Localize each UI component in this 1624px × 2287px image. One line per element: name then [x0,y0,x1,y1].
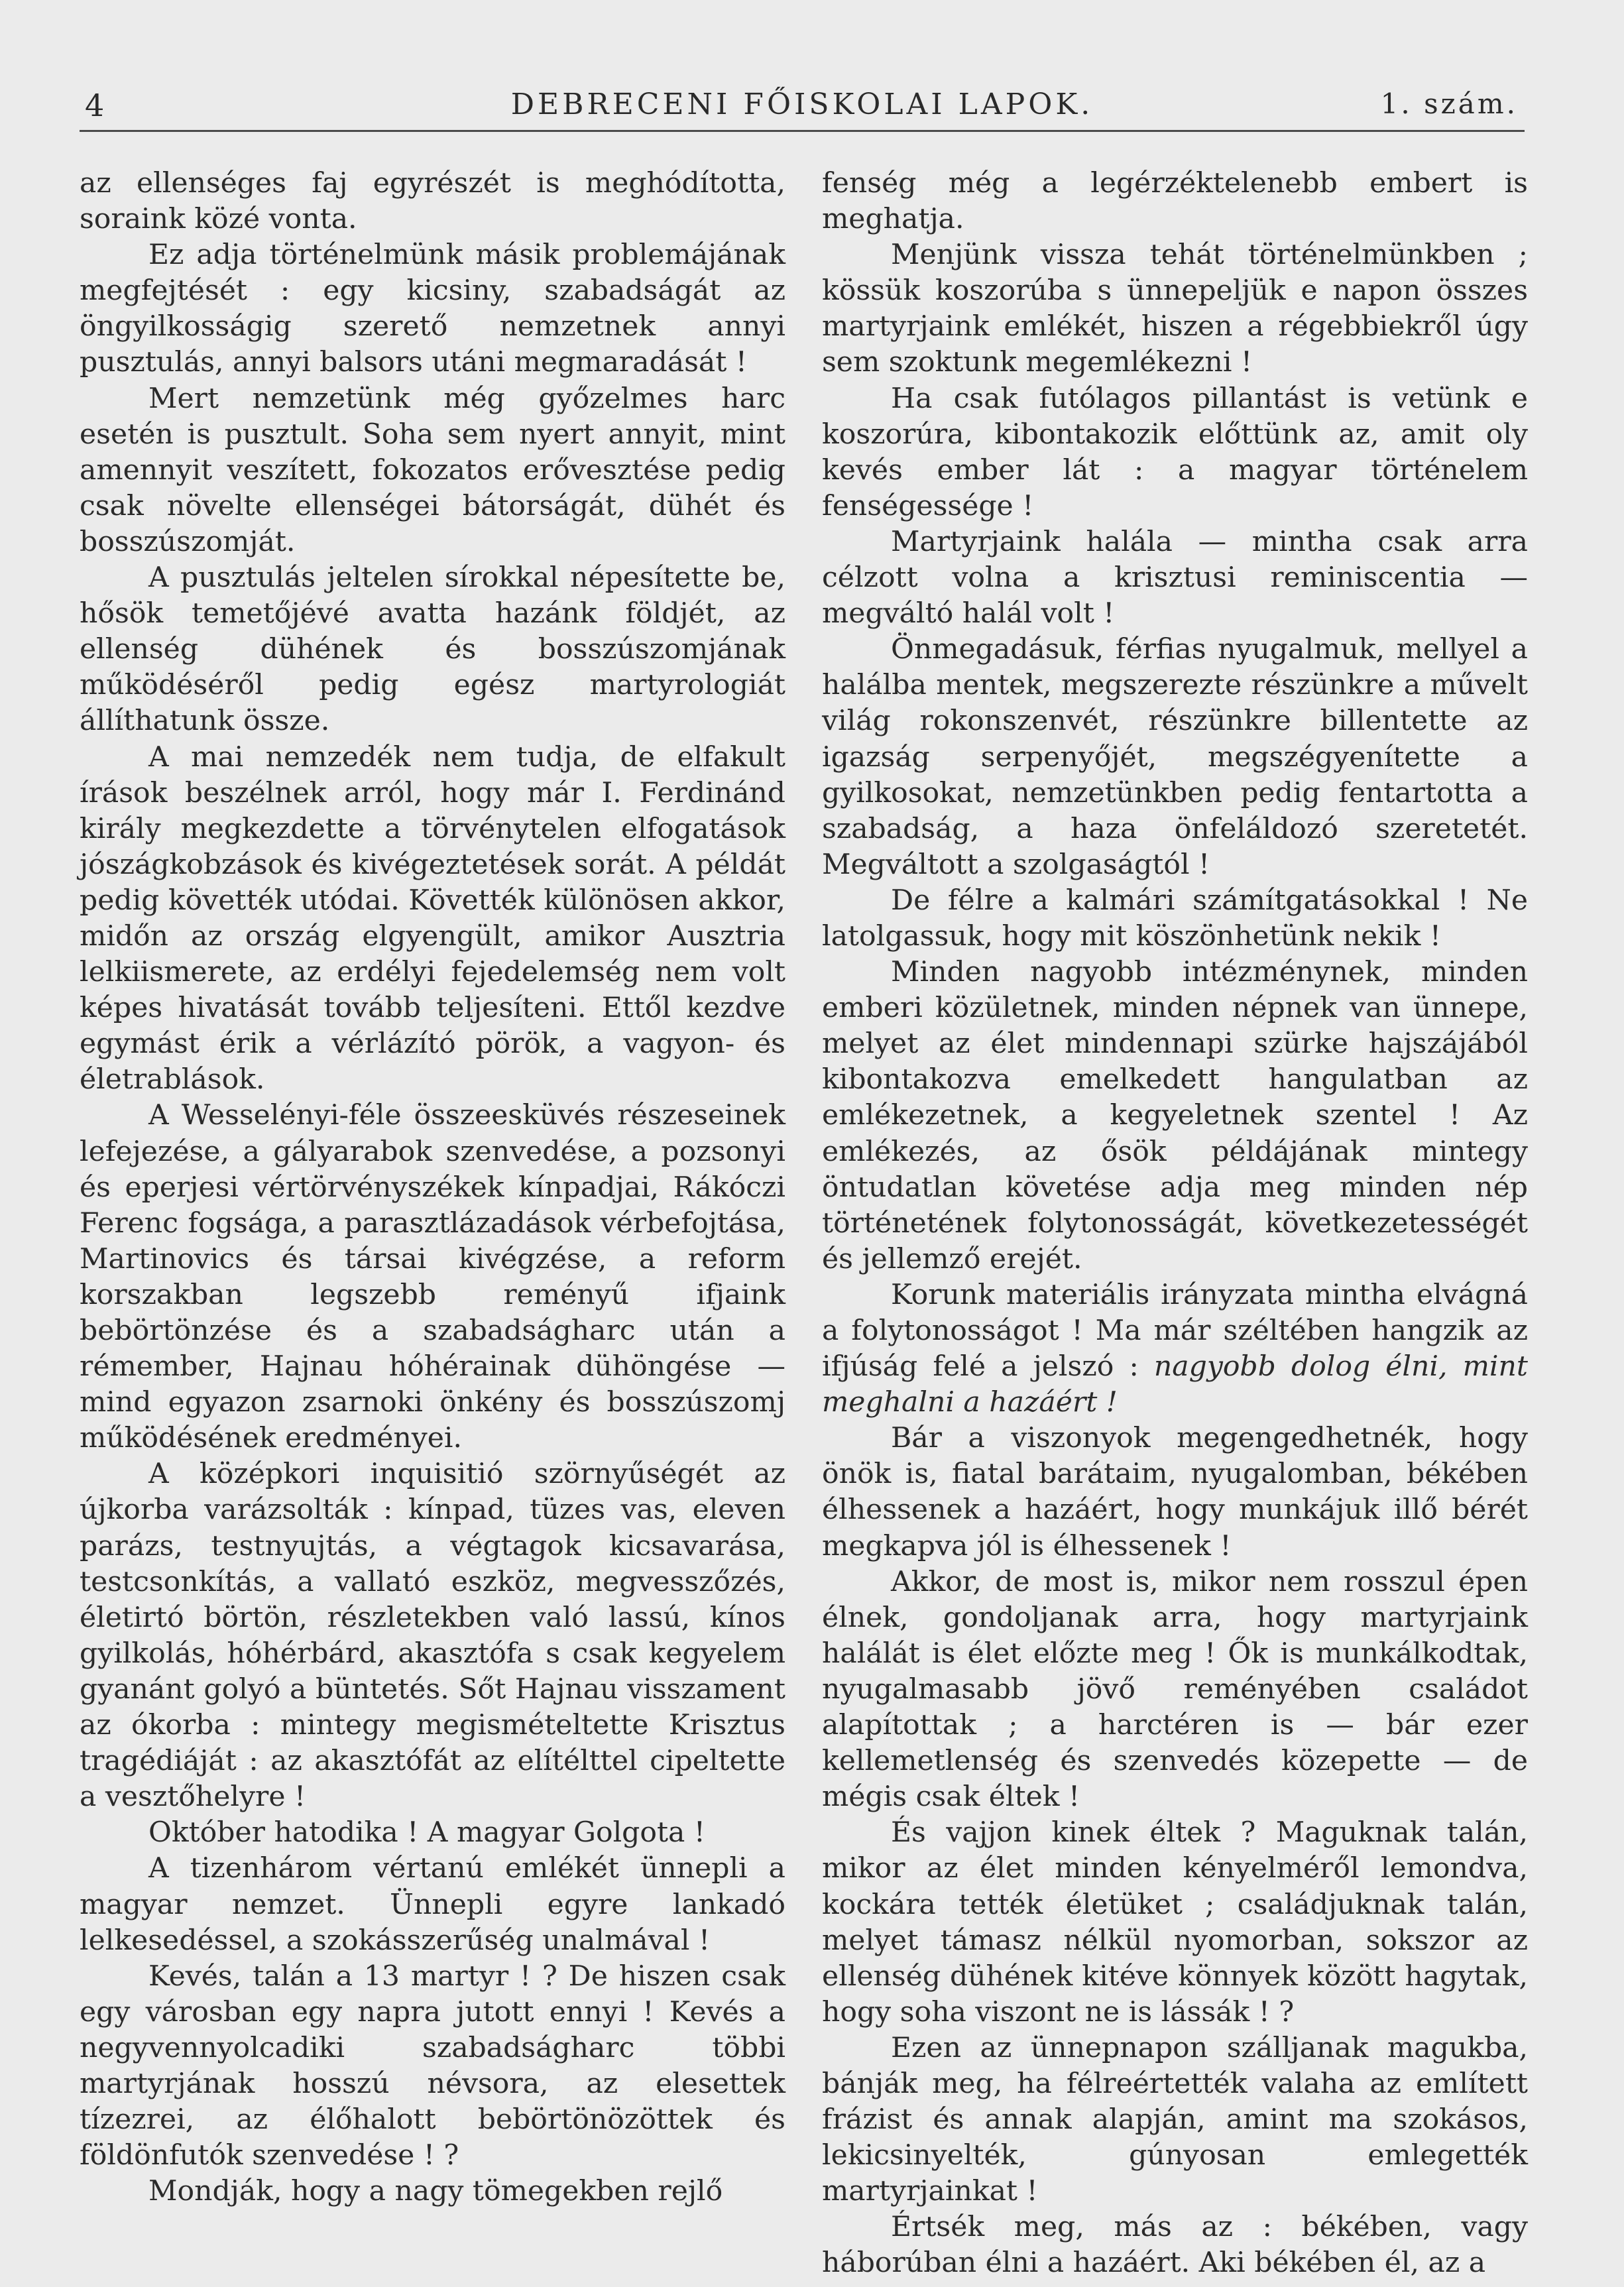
paragraph [80,2174,785,2209]
paragraph-text: Ezen az ünnepnapon szálljanak magukba, bánják meg, ha félreértették valaha az említett frázist és annak alapján, amint ma szokásos, lekicsinyelték, gúnyosan emlegették martyrjainkat ! [822,2031,1528,2208]
paragraph-text: Akkor, de most is, mikor nem rosszul épen élnek, gondoljanak arra, hogy martyrjaink halálát is élet előzte meg ! Ők is munkálkodtak, nyugalmasabb jövő reményében családot alapítottak ; a harctéren is — bár ezer kellemetlenség és szenvedés közepette — de mégis csak éltek ! [822,1565,1528,1814]
paragraph [822,381,1528,524]
paragraph-text: Bár a viszonyok megengedhetnék, hogy önök is, fiatal barátaim, nyugalomban, békében élhessenek a hazáért, hogy munkájuk illő bérét megkapva jól is élhessenek ! [822,1422,1528,1562]
page-header [80,88,1525,131]
paragraph [822,237,1528,381]
paragraph [822,524,1528,632]
paragraph [822,2030,1528,2209]
paragraph [822,1815,1528,2030]
paragraph-text: Mert nemzetünk még győzelmes harc esetén is pusztult. Soha sem nyert annyit, mint amennyit veszített, fokozatos erővesztése pedig csak növelte ellenségei bátorságát, dühét és bosszúszomját. [80,382,785,558]
paragraph-text: fenség még a legérzéktelenebb embert is meghatja. [822,167,1528,236]
paragraph [80,1851,785,1958]
italic-quote: nagyobb dolog élni, mint meghalni a hazáért ! [822,1350,1528,1419]
paragraph [822,1564,1528,1816]
right-column [822,166,1528,2282]
paragraph-text: Értsék meg, más az : békében, vagy háborúban élni a hazáért. Aki békében él, az a [822,2211,1528,2280]
paragraph [822,1421,1528,1564]
page-number: 4 [85,88,106,123]
paragraph [80,560,785,739]
paragraph-text: A tizenhárom vértanú emlékét ünnepli a magyar nemzet. Ünnepli egyre lankadó lelkesedéssel, a szokásszerűség unalmával ! [80,1852,785,1957]
paragraph-text: Korunk materiális irányzata mintha elvágná a folytonosságot ! Ma már széltében hangzik az ifjúság felé a jelszó : [822,1278,1528,1383]
paragraph-text: Önmegadásuk, férfias nyugalmuk, mellyel a halálba mentek, megszerezte részünkre a művelt világ rokonszenvét, részünkre billentette az igazság serpenyőjét, megszégyenítette a gyilkosokat, nemzetünkben pedig fentartotta a szabadság, a haza önfeláldozó szeretetét. Megváltott a szolgaságtól ! [822,633,1528,881]
paragraph-text: A középkori inquisitió szörnyűségét az újkorba varázsolták : kínpad, tüzes vas, eleven parázs, testnyujtás, a végtagok kicsavarása, testcsonkítás, a vallató eszköz, megvesszőzés, életirtó börtön, részletekben való lassú, kínos gyilkolás, hóhérbárd, akasztófa s csak kegyelem gyanánt golyó a büntetés. Sőt Hajnau visszament az ókorba : mintegy megismételtette Krisztus tragédiáját : az akasztófát az elítélttel cipeltette a vesztőhelyre ! [80,1458,785,1814]
paragraph [822,1277,1528,1421]
paragraph-text: Ha csak futólagos pillantást is vetünk e koszorúra, kibontakozik előttünk az, amit oly kevés ember lát : a magyar történelem fenségessége ! [822,382,1528,522]
paragraph-text: Mondják, hogy a nagy tömegekben rejlő [148,2175,723,2208]
paragraph-text: A Wesselényi-féle összeesküvés részeseinek lefejezése, a gályarabok szenvedése, a pozsonyi és eperjesi vértörvényszékek kínpadjai, Rákóczi Ferenc fogsága, a parasztlázadások vérbefojtása, Martinovics és társai kivégzése, a reform korszakban legszebb reményű ifjaink bebörtönzése és a szabadságharc után a rémember, Hajnau hóhérainak dühöngése — mind egyazon zsarnoki önkény és bosszúszomj működésének eredményei. [80,1099,785,1455]
paragraph-text: Ez adja történelmünk másik problemájának megfejtését : egy kicsiny, szabadságát az öngyilkosságig szerető nemzetnek annyi pusztulás, annyi balsors utáni megmaradását ! [80,239,785,379]
paragraph-text: Menjünk vissza tehát történelmünkben ; kössük koszorúba s ünnepeljük e napon összes martyrjaink emlékét, hiszen a régebbiekről úgy sem szoktunk megemlékezni ! [822,239,1528,379]
paragraph-text: A mai nemzedék nem tudja, de elfakult írások beszélnek arról, hogy már I. Ferdinánd király megkezdette a törvénytelen elfogatások jószágkobzások és kivégeztetések sorát. A példát pedig követték utódai. Követték különösen akkor, midőn az ország elgyengült, amikor Ausztria lelkiismerete, az erdélyi fejedelemség nem volt képes hivatását tovább teljesíteni. Ettől kezdve egymást érik a vérlázító pörök, a vagyon- és életrablások. [80,740,785,1096]
paragraph-text: Kevés, talán a 13 martyr ! ? De hiszen csak egy városban egy napra jutott ennyi ! Kevés a negyvennyolcadiki szabadságharc többi martyrjának hosszú névsora, az elesettek tízezrei, az élőhalott bebörtönözöttek és földönfutók szenvedése ! ? [80,1960,785,2172]
paragraph-text: az ellenséges faj egyrészét is meghódította, soraink közé vonta. [80,167,785,236]
paragraph [80,381,785,560]
paragraph [822,2209,1528,2281]
paragraph [80,166,785,237]
paragraph [822,166,1528,237]
paragraph [822,955,1528,1277]
paragraph [80,1959,785,2174]
journal-title: DEBRECENI FŐISKOLAI LAPOK. [510,88,1094,121]
header-rule [80,130,1525,132]
paragraph [80,1456,785,1815]
paragraph-text: Martyrjaink halála — mintha csak arra célzott volna a krisztusi reminiscentia — megváltó halál volt ! [822,525,1528,630]
paragraph [80,1098,785,1456]
paragraph-text: A pusztulás jeltelen sírokkal népesítette be, hősök temetőjévé avatta hazánk földjét, az ellenség dühének és bosszúszomjának működéséről pedig egész martyrologiát állíthatunk össze. [80,561,785,738]
issue-number: 1. szám. [1380,88,1518,120]
paragraph [80,740,785,1098]
paragraph-text: Október hatodika ! A magyar Golgota ! [148,1816,705,1849]
paragraph [80,237,785,381]
paragraph [822,883,1528,955]
paragraph-text: Minden nagyobb intézménynek, minden emberi közületnek, minden népnek van ünnepe, melyet az élet mindennapi szürke hajszájából kibontakozva emelkedett hangulatban az emlékezetnek, a kegyeletnek szentel ! Az emlékezés, az ősök példájának mintegy öntudatlan követése adja meg minden nép történetének folytonosságát, következetességét és jellemző erejét. [822,956,1528,1275]
left-column [80,166,785,2209]
paragraph [822,632,1528,883]
paragraph [80,1815,785,1851]
paragraph-text: De félre a kalmári számítgatásokkal ! Ne latolgassuk, hogy mit köszönhetünk nekik ! [822,884,1528,953]
paragraph-text: És vajjon kinek éltek ? Maguknak talán, mikor az élet minden kényelméről lemondva, kockára tették életüket ; családjuknak talán, melyet támasz nélkül nyomorban, sokszor az ellenség dühének kitéve könnyek között hagytak, hogy soha viszont ne is lássák ! ? [822,1816,1528,2028]
